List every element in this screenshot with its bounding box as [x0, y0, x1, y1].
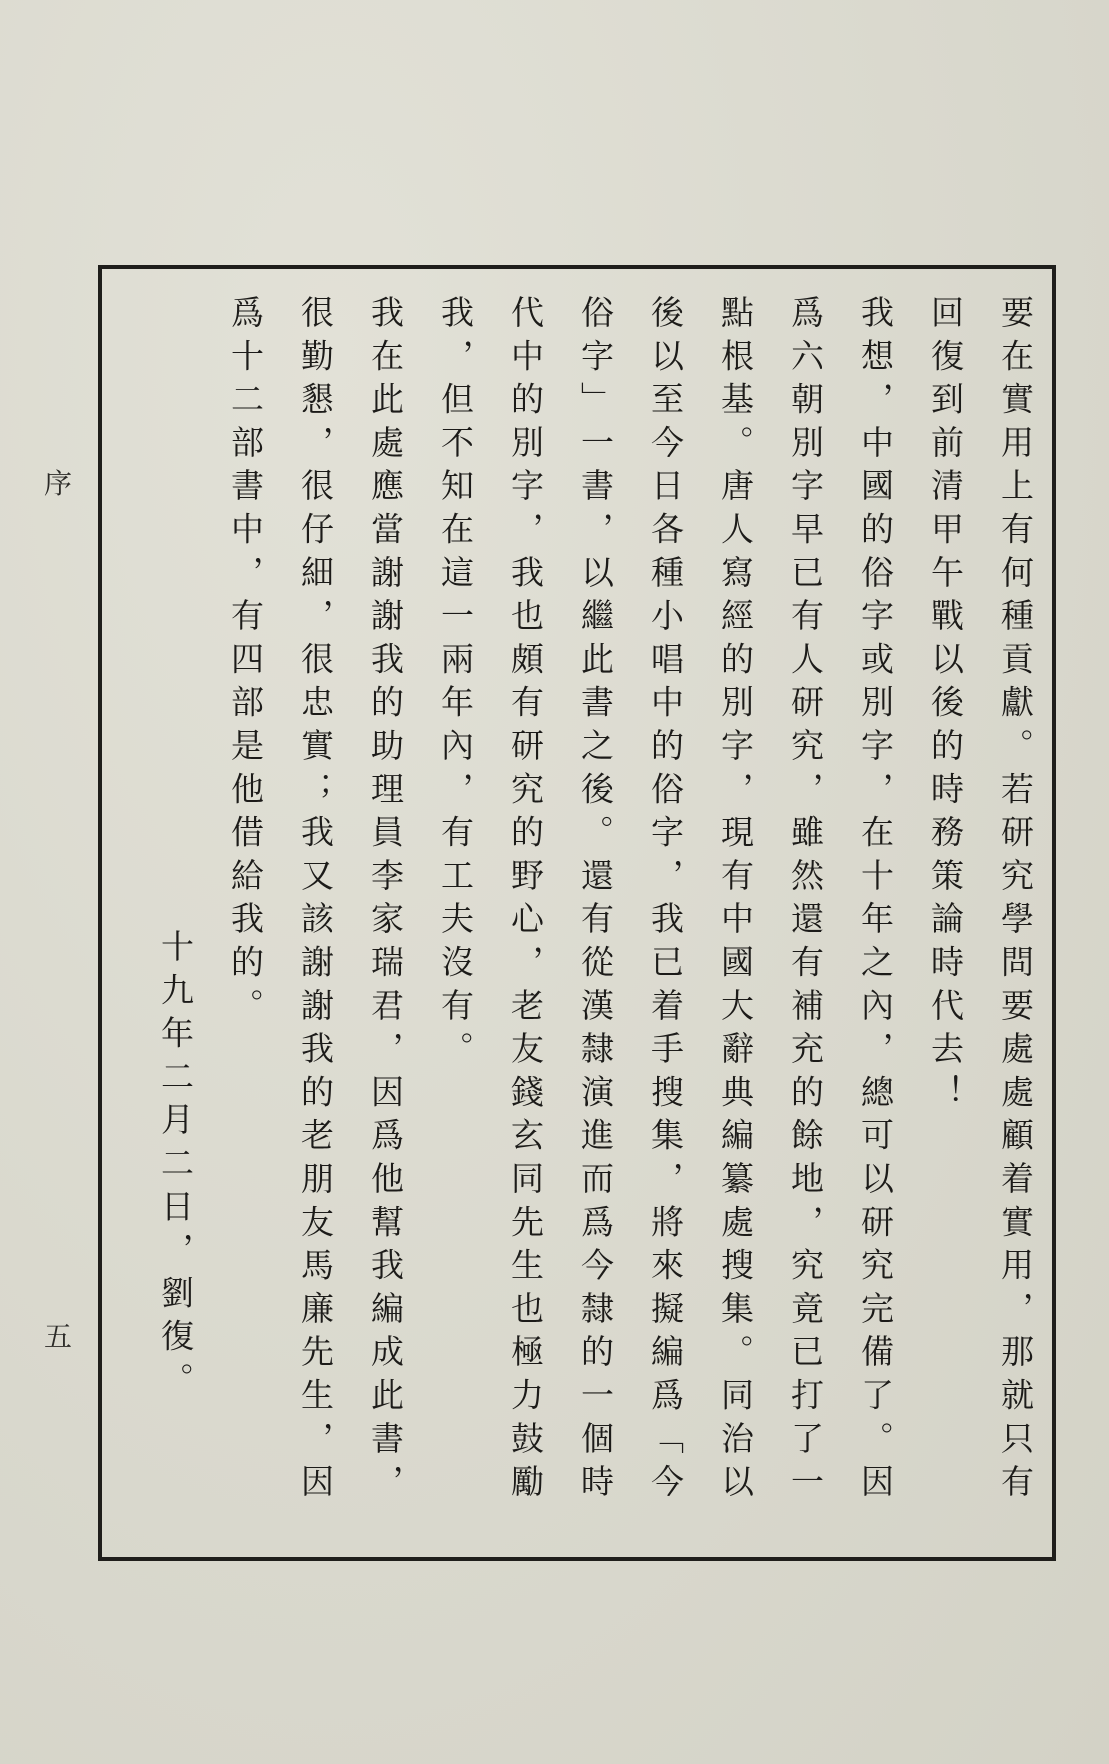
- text-column-9: 我，但不知在這一兩年內，有工夫沒有。: [436, 295, 475, 1075]
- text-column-11: 很勤懇，很仔細，很忠實；我又該謝謝我的老朋友馬廉先生，因: [296, 295, 335, 1508]
- section-label: 序: [44, 467, 73, 500]
- text-columns: [102, 269, 1052, 1557]
- text-column-8: 代中的別字，我也頗有研究的野心，老友錢玄同先生也極力鼓勵: [506, 295, 545, 1508]
- text-column-12: 爲十二部書中，有四部是他借給我的。: [226, 295, 265, 1032]
- page-number: 五: [44, 1320, 73, 1353]
- text-column-5: 點根基。唐人寫經的別字，現有中國大辭典編纂處搜集。同治以: [716, 295, 755, 1508]
- text-column-3: 我想，中國的俗字或別字，在十年之內，總可以研究完備了。因: [856, 295, 895, 1508]
- text-column-10: 我在此處應當謝謝我的助理員李家瑞君，因爲他幫我編成此書，: [366, 295, 405, 1508]
- text-column-6: 後以至今日各種小唱中的俗字，我已着手搜集，將來擬編爲「今: [646, 295, 685, 1508]
- text-column-7: 俗字」一書，以繼此書之後。還有從漢隸演進而爲今隸的一個時: [576, 295, 615, 1508]
- text-column-2: 回復到前清甲午戰以後的時務策論時代去！: [926, 295, 965, 1118]
- text-column-1: 要在實用上有何種貢獻。若研究學問要處處顧着實用，那就只有: [996, 295, 1035, 1508]
- date-signature: 十九年二月二日，劉復。: [156, 929, 195, 1406]
- text-frame: [98, 265, 1056, 1561]
- text-column-4: 爲六朝別字早已有人研究，雖然還有補充的餘地，究竟已打了一: [786, 295, 825, 1508]
